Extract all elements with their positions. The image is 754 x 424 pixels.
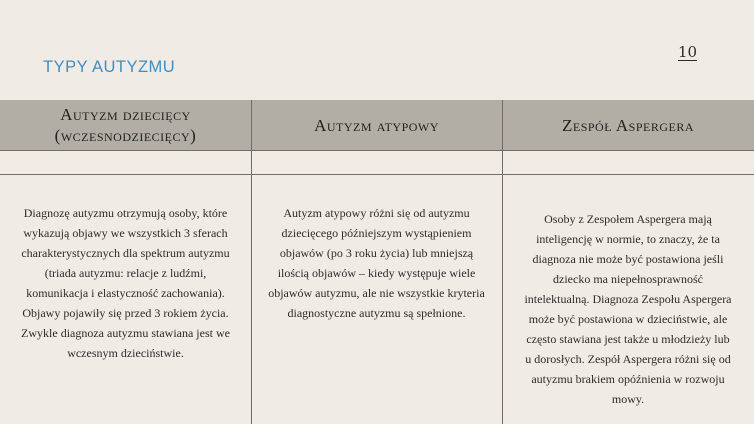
text-line: dziecko ma niepełnosprawność <box>553 272 703 286</box>
text-line: u dorosłych. Zespół Aspergera różni się od <box>525 352 731 366</box>
text-line: komunikacja i elastyczność zachowania). <box>26 286 225 300</box>
text-line: Diagnozę autyzmu otrzymują osoby, które <box>23 206 228 220</box>
header-childhood-autism-line1: Autyzm dziecięcy <box>60 105 191 124</box>
cell-childhood-autism-description <box>4 203 247 363</box>
text-line: objawów autyzmu, ale nie wszystkie kryteria <box>268 286 485 300</box>
text-line: często stawiana jest także u młodzieży lub <box>526 332 730 346</box>
column-divider-1 <box>251 100 252 424</box>
autism-types-table <box>0 100 754 424</box>
header-asperger <box>502 100 754 150</box>
text-line: dziecięcego późniejszym wystąpieniem <box>281 226 472 240</box>
header-childhood-autism <box>0 100 251 150</box>
text-line: diagnostyczne autyzmu są spełnione. <box>287 306 466 320</box>
text-line: (triada autyzmu: relacje z ludźmi, <box>44 266 207 280</box>
row-divider-bottom <box>0 174 754 175</box>
text-line: wczesnym dzieciństwie. <box>67 346 184 360</box>
text-line: objawów (po 3 roku życia) lub mniejszą <box>279 246 474 260</box>
header-asperger-label: Zespół Aspergera <box>562 115 694 135</box>
text-line: inteligencję w normie, to znaczy, że ta <box>536 232 720 246</box>
text-line: wykazują objawy we wszystkich 3 sferach <box>23 226 228 240</box>
cell-asperger-description <box>506 209 750 409</box>
slide-title: TYPY AUTYZMU <box>43 58 176 76</box>
text-line: mowy. <box>611 392 645 406</box>
page-number: 10 <box>678 43 698 61</box>
text-line: Zwykle diagnoza autyzmu stawiana jest we <box>21 326 230 340</box>
cell-atypical-autism-description <box>255 203 498 323</box>
text-line: intelektualną. Diagnoza Zespołu Aspergera <box>524 292 732 306</box>
column-divider-2 <box>502 100 503 424</box>
text-line: może być postawiona w dzieciństwie, ale <box>528 312 728 326</box>
text-line: diagnoza nie może być postawiona jeśli <box>532 252 724 266</box>
header-childhood-autism-line2: (wczesnodziecięcy) <box>54 126 197 145</box>
text-line: autyzmu brakiem opóźnienia w rozwoju <box>531 372 725 386</box>
row-divider-top <box>0 150 754 151</box>
header-atypical-autism <box>251 100 502 150</box>
text-line: Objawy pojawiły się przed 3 rokiem życia. <box>22 306 229 320</box>
text-line: Osoby z Zespołem Aspergera mają <box>544 212 712 226</box>
text-line: Autyzm atypowy różni się od autyzmu <box>283 206 470 220</box>
header-atypical-autism-label: Autyzm atypowy <box>314 115 439 135</box>
text-line: ilością objawów – kiedy występuje wiele <box>277 266 476 280</box>
text-line: charakterystycznych dla spektrum autyzmu <box>21 246 230 260</box>
